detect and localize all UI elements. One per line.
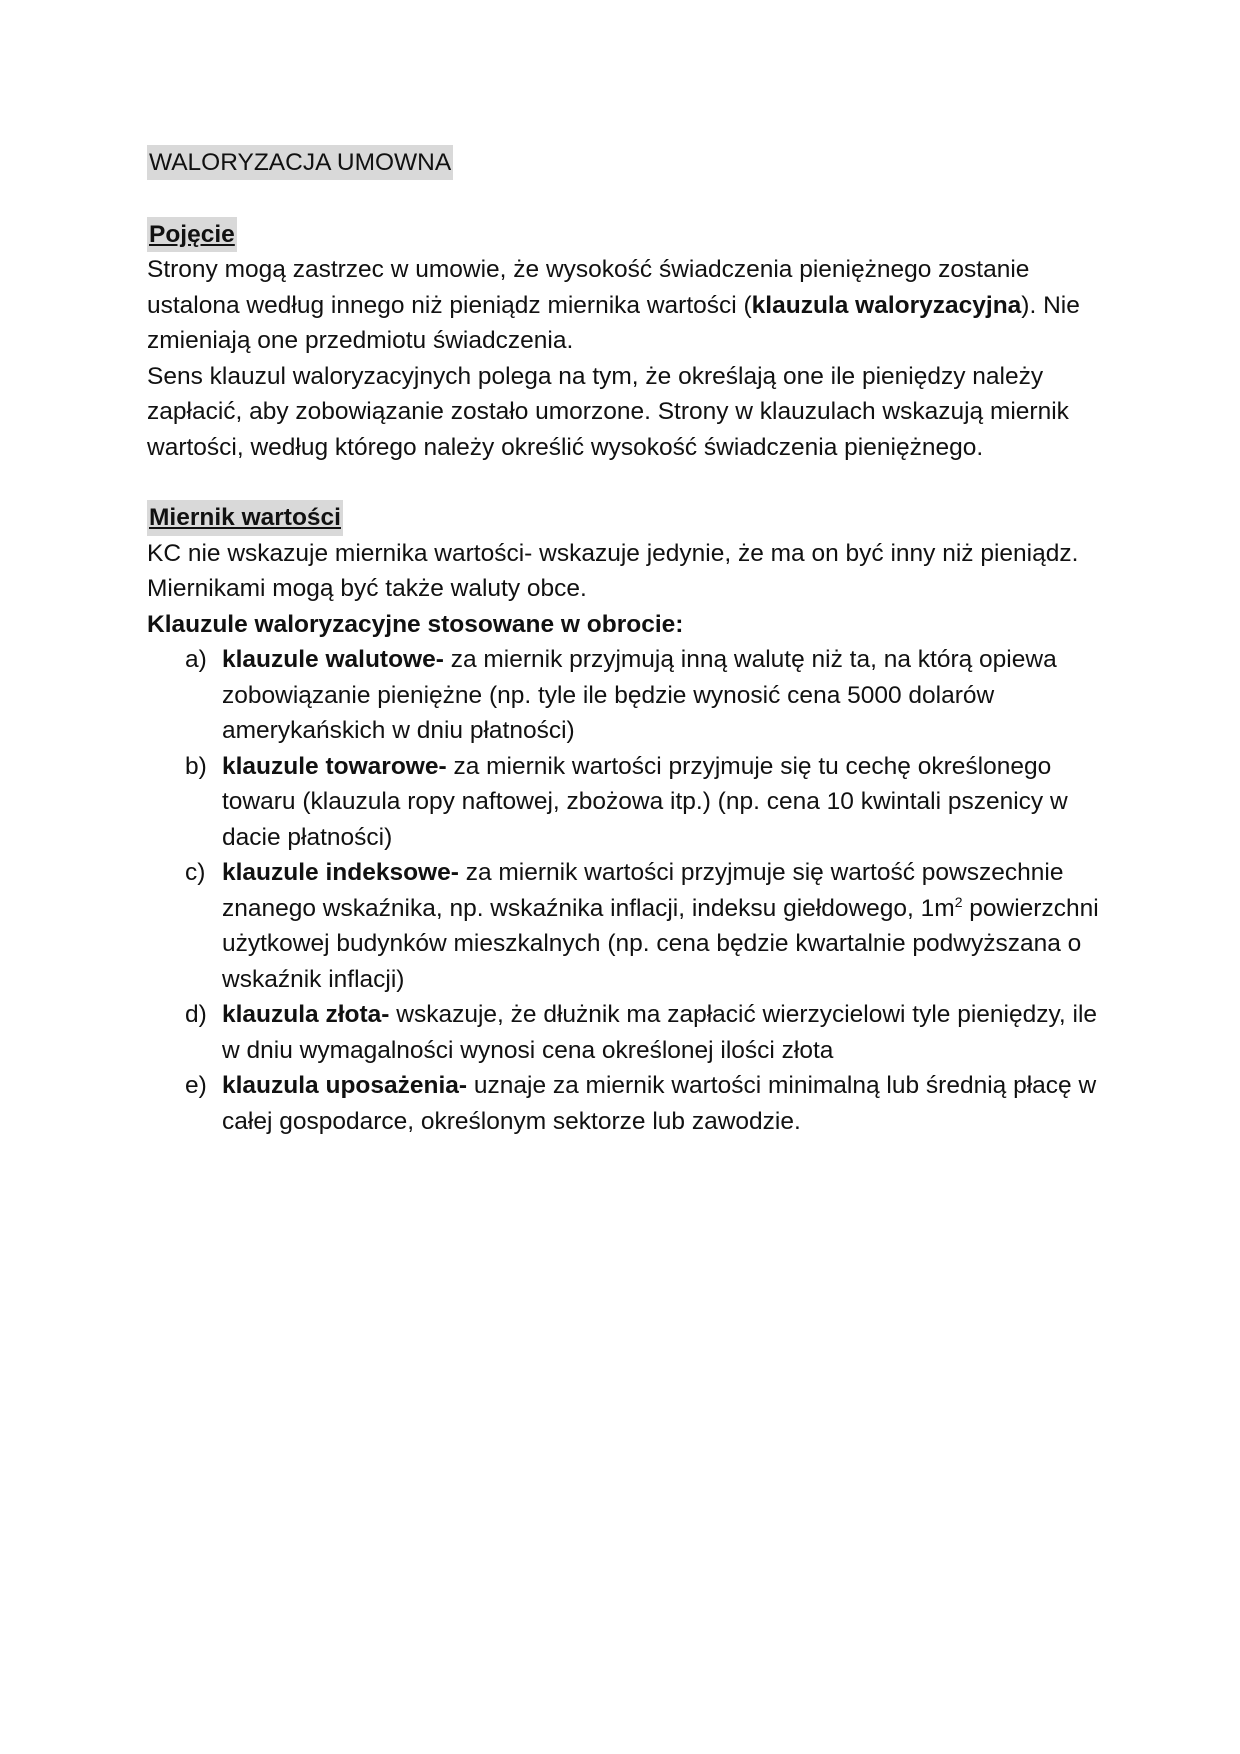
list-item xyxy=(147,749,1107,856)
clause-term: klauzule towarowe- xyxy=(222,752,447,780)
paragraph xyxy=(147,252,1107,359)
clause-text: za miernik wartości przyjmuje się wartość powszechnie znanego wskaźnika, np. wskaźnika inflacji, indeksu giełdowego, 1m xyxy=(222,859,1064,922)
paragraph-text: ). Nie zmieniają one przedmiotu świadczenia. xyxy=(147,291,1080,354)
superscript: 2 xyxy=(954,893,963,910)
bold-term: klauzula waloryzacyjna xyxy=(751,291,1022,319)
paragraph-text: Strony mogą zastrzec w umowie, że wysokość świadczenia pieniężnego zostanie ustalona według innego niż pieniądz miernika wartości ( xyxy=(147,256,1030,319)
clause-list xyxy=(147,642,1107,1139)
clause-term: klauzule walutowe- xyxy=(222,646,444,673)
clause-text: powierzchni użytkowej budynków mieszkalnych (np. cena będzie kwartalnie podwyższana o wskaźnik inflacji) xyxy=(222,894,1099,993)
paragraph: Sens klauzul waloryzacyjnych polega na tym, że określają one ile pieniędzy należy zapłacić, aby zobowiązanie zostało umorzone. Strony w klauzulach wskazują miernik wartości, według którego należy określić wysokość świadczenia pieniężnego. xyxy=(147,362,1069,461)
list-item xyxy=(147,1068,1107,1139)
section-heading: Pojęcie xyxy=(147,217,237,253)
clause-text: wskazuje, że dłużnik ma zapłacić wierzycielowi tyle pieniędzy, ile w dniu wymagalności wynosi cena określonej ilości złota xyxy=(222,1001,1098,1064)
clause-term: klauzule indeksowe- xyxy=(222,859,459,886)
list-marker: e) xyxy=(185,1072,207,1099)
list-marker: a) xyxy=(185,646,207,673)
list-heading: Klauzule waloryzacyjne stosowane w obrocie: xyxy=(147,610,684,638)
clause-term: klauzula uposażenia- xyxy=(222,1072,468,1099)
clause-term: klauzula złota- xyxy=(222,1001,390,1028)
section-heading: Miernik wartości xyxy=(147,500,343,536)
clause-text: za miernik przyjmują inną walutę niż ta, na którą opiewa zobowiązanie pieniężne (np. tyle ile będzie wynosić cena 5000 dolarów amerykańskich w dniu płatności) xyxy=(222,646,1057,744)
list-marker: b) xyxy=(185,752,207,780)
document-page xyxy=(147,145,1107,1139)
list-marker: d) xyxy=(185,1001,207,1028)
document-title: WALORYZACJA UMOWNA xyxy=(147,145,453,180)
clause-text: za miernik wartości przyjmuje się tu cechę określonego towaru (klauzula ropy naftowej, zbożowa itp.) (np. cena 10 kwintali pszenicy w dacie płatności) xyxy=(222,752,1068,851)
paragraph: KC nie wskazuje miernika wartości- wskazuje jedynie, że ma on być inny niż pieniądz. Miernikami mogą być także waluty obce. xyxy=(147,539,1079,602)
section-miernik-wartosci xyxy=(147,500,1107,1139)
list-item xyxy=(147,855,1107,997)
list-marker: c) xyxy=(185,859,206,886)
clause-text: uznaje za miernik wartości minimalną lub średnią płacę w całej gospodarce, określonym sektorze lub zawodzie. xyxy=(222,1072,1097,1135)
list-item xyxy=(147,642,1107,749)
section-pojecie xyxy=(147,217,1107,466)
list-item xyxy=(147,997,1107,1068)
